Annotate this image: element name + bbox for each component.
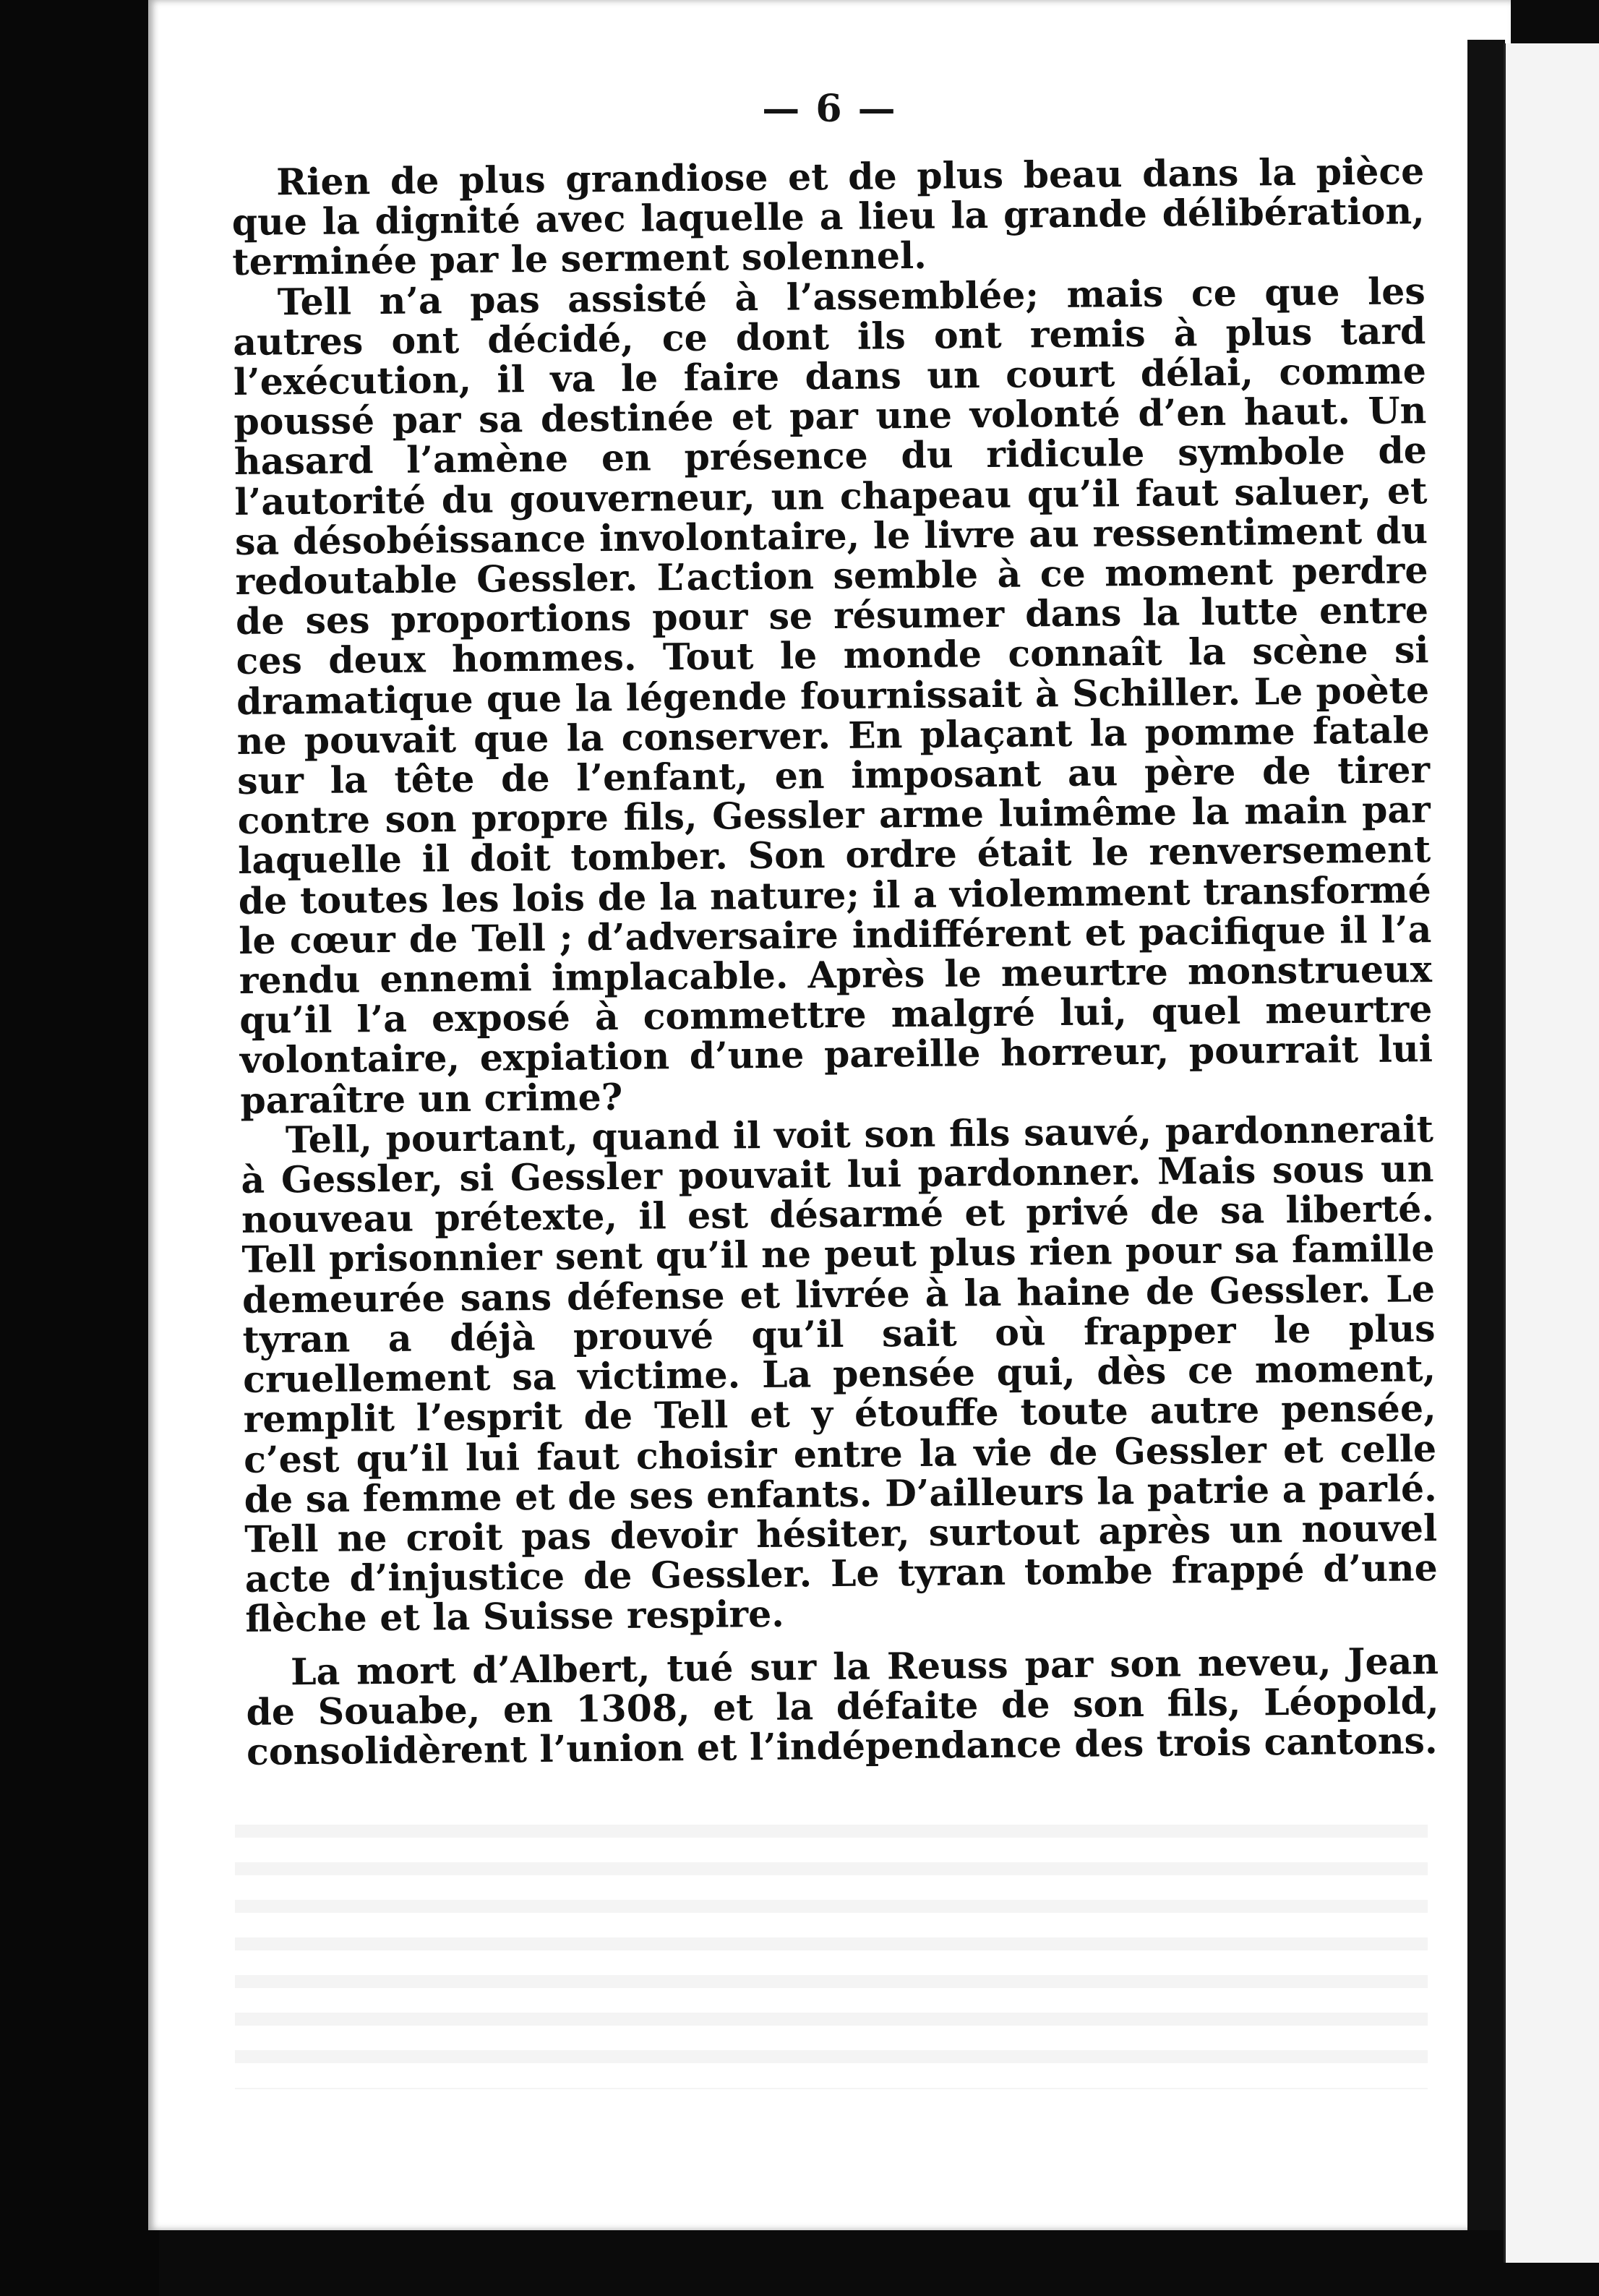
page-number: — 6 —: [762, 87, 897, 131]
paragraph-2: Tell n’a pas assisté à l’assemblée; mais ce que les autres ont décidé, ce dont ils ont remis à plus tard l’exécution, il va le faire dans un court délai, comme poussé par sa destinée et par une volonté d’en haut. Un hasard l’amène en présence du ridicule symbole de l’autorité du gouverneur, un chapeau qu’il faut saluer, et sa désobéissance involontaire, le livre au ressentiment du redoutable Gessler. L’action semble à ce moment perdre de ses proportions pour se résumer dans la lutte entre ces deux hommes. Tout le monde connaît la scène si dramatique que la légende fournissait à Schiller. Le poète ne pouvait que la conserver. En plaçant la pomme fatale sur la tête de l’enfant, en imposant au père de tirer contre son propre fils, Gessler arme luimême la main par laquelle il doit tomber. Son ordre était le renversement de toutes les lois de la nature; il a violemment transformé le cœur de Tell ; d’adversaire indifférent et pacifique il l’a rendu ennemi implacable. Après le meurtre monstrueux qu’il l’a exposé à commettre malgré lui, quel meurtre volontaire, expiation d’une pareille horreur, pourrait lui paraître un crime?: [233, 269, 1433, 1122]
show-through-shadow: [235, 1800, 1428, 2089]
paragraph-4: La mort d’Albert, tué sur la Reuss par son neveu, Jean de Souabe, en 1308, et la défaite de son fils, Léopold, consolidèrent l’union et l’indépendance des trois cantons.: [246, 1639, 1439, 1773]
paragraph-3: Tell, pourtant, quand il voit son fils sauvé, pardonnerait à Gessler, si Gessler pouvait lui pardonner. Mais sous un nouveau prétexte, il est désarmé et privé de sa liberté. Tell prisonnier sent qu’il ne peut plus rien pour sa famille demeurée sans défense et livrée à la haine de Gessler. Le tyran a déjà prouvé qu’il sait où frapper le plus cruellement sa victime. La pensée qui, dès ce moment, remplit l’esprit de Tell et y étouffe toute autre pensée, c’est qu’il lui faut choisir entre la vie de Gessler et celle de sa femme et de ses enfants. D’ailleurs la patrie a parlé. Tell ne croit pas devoir hésiter, surtout après un nouvel acte d’injustice de Gessler. Le tyran tombe frappé d’une flèche et la Suisse respire.: [241, 1107, 1439, 1641]
paragraph-1: Rien de plus grandiose et de plus beau dans la pièce que la dignité avec laquelle a lieu la grande délibération, terminée par le serment solennel.: [231, 150, 1426, 284]
page-fold: [1467, 40, 1505, 2230]
adjacent-page-edge: [1504, 43, 1599, 2263]
book-page: [148, 0, 1511, 2230]
scan-background: [0, 0, 159, 2296]
page-body: [231, 151, 1439, 1772]
